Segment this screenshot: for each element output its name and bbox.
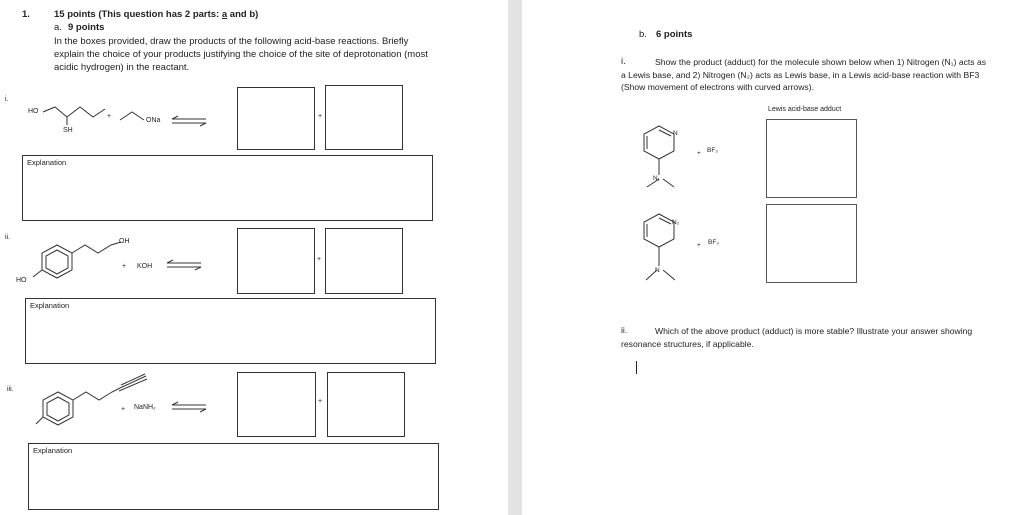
part-b-i-numeral: i. [621, 56, 626, 67]
reaction-ii-oh-label: OH [119, 238, 130, 245]
question-header: 15 points (This question has 2 parts: a and b) [54, 9, 259, 20]
reaction-ii-explanation-label: Explanation [30, 301, 70, 310]
molecule-1-bf3: BF₃ [707, 147, 718, 154]
molecule-1-plus: + [697, 150, 701, 157]
reaction-ii-numeral: ii. [5, 234, 11, 241]
adduct-box-1[interactable] [766, 119, 857, 198]
reaction-iii-equilibrium-arrow [170, 402, 210, 412]
reaction-ii-explanation-box[interactable] [25, 298, 436, 364]
reaction-ii-product-box-1[interactable] [237, 228, 315, 294]
reaction-i-product-box-2[interactable] [325, 85, 403, 150]
reaction-iii-nanh2-label: NaNH₂ [134, 404, 156, 411]
part-b-ii-numeral: ii. [621, 325, 628, 335]
reaction-i-explanation-label: Explanation [27, 158, 67, 167]
reaction-ii-ho-label: HO [16, 277, 27, 284]
reaction-ii-phenol-structure [25, 225, 145, 285]
reaction-ii-product-box-2[interactable] [325, 228, 403, 294]
reaction-iii-product-box-1[interactable] [237, 372, 316, 437]
molecule-1-amine-n1: N₁ [653, 175, 660, 182]
reaction-i-sh-label: SH [63, 127, 73, 134]
adduct-heading: Lewis acid-base adduct [768, 106, 842, 113]
reaction-i-plus: + [107, 113, 112, 120]
reaction-ii-product-plus: + [317, 256, 322, 263]
molecule-2-plus: + [697, 242, 701, 249]
molecule-2-bf3: BF₃ [708, 239, 719, 246]
question-number: 1. [22, 9, 30, 20]
reaction-i-ona-label: ONa [146, 117, 161, 124]
reaction-i-ho-label: HO [28, 108, 39, 115]
reaction-iii-alkyne-structure [30, 372, 160, 432]
part-b-label: b. [639, 29, 647, 40]
reaction-iii-plus: + [121, 406, 126, 413]
reaction-ii-plus: + [122, 263, 127, 270]
reaction-i-product-plus: + [318, 113, 323, 120]
part-b-i-text: Show the product (adduct) for the molecule shown below when 1) Nitrogen (N₁) acts as a Lewis base, and 2) Nitrogen (N₂) acts as Lewis base, in a Lewis acid-base reaction with BF3 (Show movement of electrons with curved arrows). [621, 57, 987, 92]
reaction-i-numeral: i. [5, 96, 9, 103]
reaction-i-product-box-1[interactable] [237, 87, 315, 150]
reaction-iii-product-box-2[interactable] [327, 372, 405, 437]
left-page [0, 0, 508, 515]
molecule-2-amine-n: N [655, 267, 660, 274]
reaction-iii-numeral: iii. [7, 386, 14, 393]
reaction-i-explanation-box[interactable] [22, 155, 433, 221]
reaction-i-equilibrium-arrow [170, 116, 210, 126]
page-gutter [508, 0, 522, 515]
part-a-label: a. [54, 22, 62, 33]
molecule-2-ring-n2: N₂ [672, 219, 680, 226]
reaction-iii-explanation-label: Explanation [33, 446, 73, 455]
molecule-1-ring-n: N [673, 130, 678, 137]
molecule-2-dmap-structure [637, 208, 697, 288]
part-a-points: 9 points [68, 22, 105, 33]
reaction-ii-koh-label: KOH [137, 263, 153, 270]
part-b-ii-text: Which of the above product (adduct) is more stable? Illustrate your answer showing resonance structures, if applicable. [621, 326, 973, 349]
molecule-1-dmap-structure [637, 120, 697, 195]
reaction-iii-product-plus: + [318, 398, 323, 405]
reaction-ii-equilibrium-arrow [165, 260, 205, 270]
part-a-instructions: In the boxes provided, draw the products of the following acid-base reactions. Briefly explain the choice of your products justifying the choice of the site of deprotonation (most acidic hydrogen) in the reactant. [54, 36, 428, 73]
right-page [522, 0, 1024, 515]
reaction-iii-explanation-box[interactable] [28, 443, 439, 510]
adduct-box-2[interactable] [766, 204, 857, 283]
part-b-points: 6 points [656, 29, 693, 40]
text-cursor[interactable] [636, 361, 637, 374]
